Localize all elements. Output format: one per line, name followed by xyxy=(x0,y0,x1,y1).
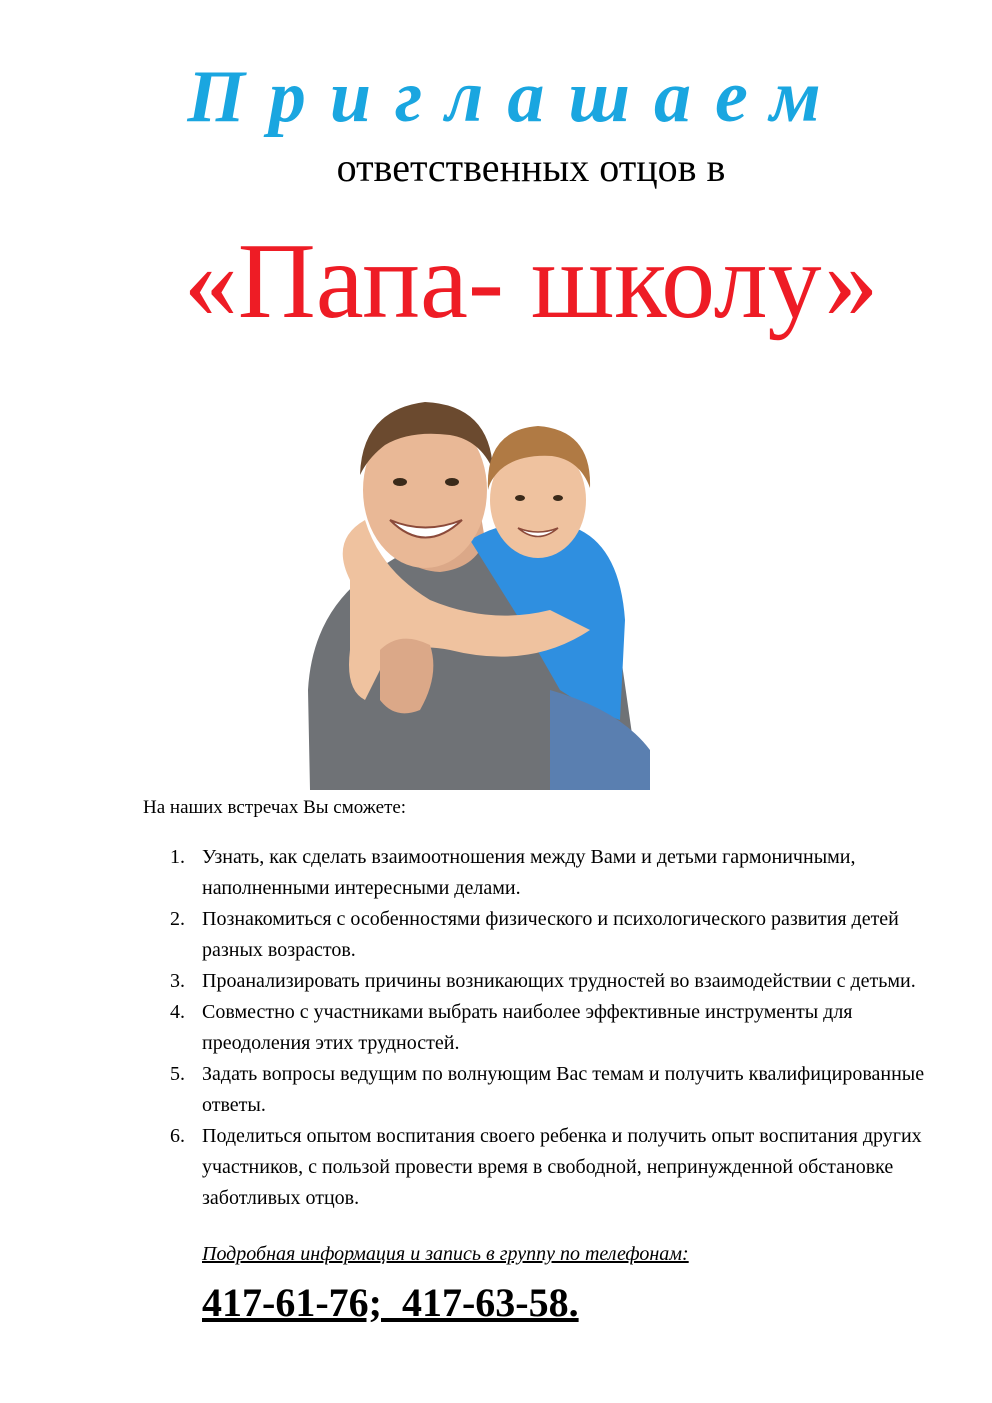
list-item xyxy=(166,1059,936,1121)
phone-numbers[interactable]: 417-61-76; 417-63-58. xyxy=(202,1280,579,1325)
list-number: 6. xyxy=(170,1125,185,1147)
list-item xyxy=(166,997,936,1059)
intro-text: На наших встречах Вы сможете: xyxy=(143,797,407,818)
list-text: Поделиться опытом воспитания своего ребенка и получить опыт воспитания других участников, с пользой провести время в свободной, непринужденной обстановке заботливых отцов. xyxy=(202,1125,922,1209)
school-name: «Папа- школу» xyxy=(183,222,879,341)
list-number: 1. xyxy=(170,846,185,868)
list-item xyxy=(166,966,936,997)
contact-info: Подробная информация и запись в группу по телефонам: xyxy=(202,1243,689,1265)
benefits-list xyxy=(166,842,936,1214)
list-item xyxy=(166,842,936,904)
list-text: Проанализировать причины возникающих трудностей во взаимодействии с детьми. xyxy=(202,970,916,992)
list-number: 2. xyxy=(170,908,185,930)
list-number: 4. xyxy=(170,1001,185,1023)
subtitle: ответственных отцов в xyxy=(336,145,726,190)
list-text: Узнать, как сделать взаимоотношения между Вами и детьми гармоничными, наполненными интересными делами. xyxy=(202,846,856,899)
father-son-photo xyxy=(290,390,710,790)
list-item xyxy=(166,904,936,966)
list-text: Задать вопросы ведущим по волнующим Вас темам и получить квалифицированные ответы. xyxy=(202,1063,925,1116)
list-number: 3. xyxy=(170,970,185,992)
list-text: Познакомиться с особенностями физического и психологического развития детей разных возрастов. xyxy=(202,908,899,961)
list-text: Совместно с участниками выбрать наиболее эффективные инструменты для преодоления этих трудностей. xyxy=(202,1001,853,1054)
list-number: 5. xyxy=(170,1063,185,1085)
list-item xyxy=(166,1121,936,1214)
invite-headline: Приглашаем xyxy=(187,56,845,138)
